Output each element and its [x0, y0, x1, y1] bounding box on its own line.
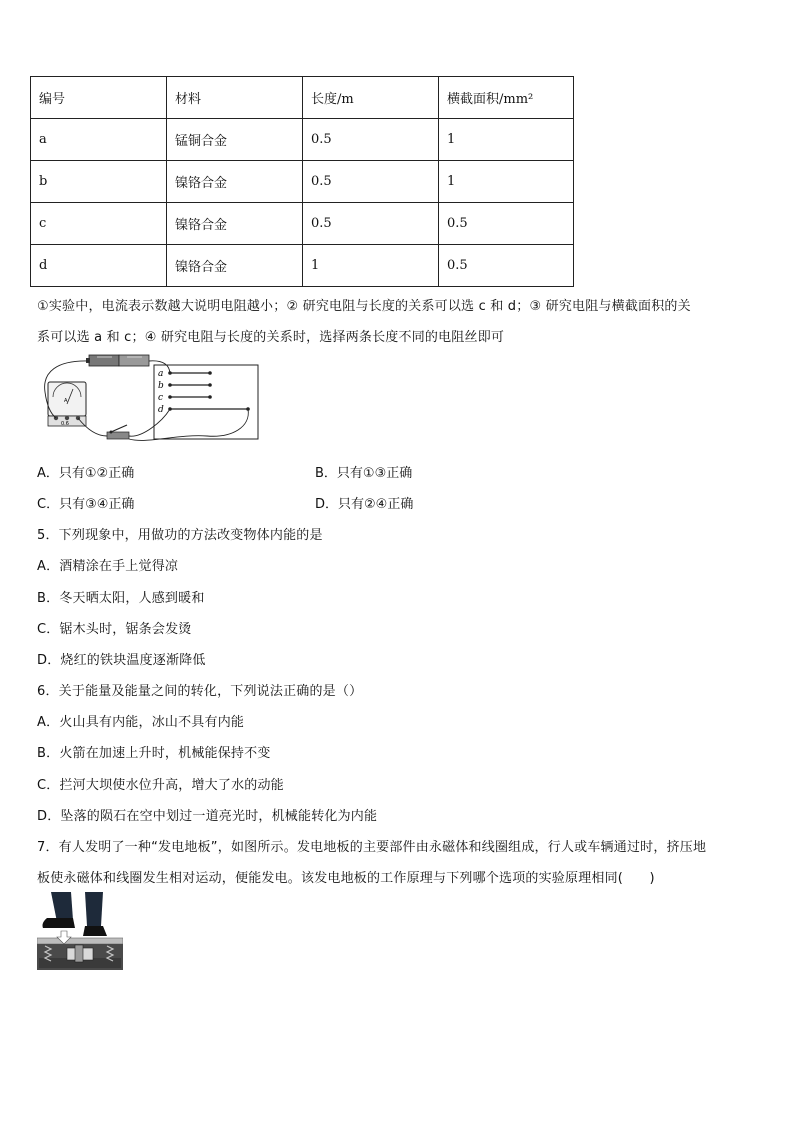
table-cell: c: [31, 203, 167, 245]
q5-option-a: A．酒精涂在手上觉得凉: [37, 559, 179, 574]
resistance-wires: [170, 373, 248, 409]
q4-option-b: B．只有①③正确: [315, 466, 413, 481]
q4-option-d: D．只有②④正确: [315, 497, 414, 512]
table-cell: 1: [439, 119, 574, 161]
circuit-diagram: [37, 352, 263, 444]
wire-board: [154, 365, 258, 439]
table-row: [31, 119, 574, 161]
table-cell: a: [31, 119, 167, 161]
q7-stem-line-2: 板使永磁体和线圈发生相对运动，便能发电。该发电地板的工作原理与下列哪个选项的实验原理相同( ): [37, 871, 655, 886]
wire-label-a: a: [158, 369, 164, 379]
table-header-cell: 编号: [31, 77, 167, 119]
table-header-cell: 材料: [167, 77, 303, 119]
table-cell: 镍铬合金: [167, 203, 303, 245]
table-header-cell: 长度/m: [303, 77, 439, 119]
resistance-wire-table: [30, 76, 574, 287]
switch: [107, 425, 129, 439]
table-cell: 镍铬合金: [167, 245, 303, 287]
table-cell: 1: [439, 161, 574, 203]
table-header-row: [31, 77, 574, 119]
meter-range-label: 0.6: [61, 421, 69, 427]
wire-label-c: c: [158, 393, 164, 403]
q7-stem-line-1: 7．有人发明了一种“发电地板”，如图所示。发电地板的主要部件由永磁体和线圈组成，行人或车辆通过时，挤压地: [37, 840, 707, 855]
q4-option-c: C．只有③④正确: [37, 497, 135, 512]
table-cell: 1: [303, 245, 439, 287]
q5-option-d: D．烧红的铁块温度逐渐降低: [37, 653, 206, 668]
table-cell: 0.5: [303, 119, 439, 161]
q4-option-a: A．只有①②正确: [37, 466, 135, 481]
q5-option-c: C．锯木头时，锯条会发烫: [37, 622, 192, 637]
table-cell: 0.5: [303, 203, 439, 245]
table-row: [31, 245, 574, 287]
table-row: [31, 161, 574, 203]
table-row: [31, 203, 574, 245]
q6-option-b: B．火箭在加速上升时，机械能保持不变: [37, 746, 271, 761]
q6-stem: 6．关于能量及能量之间的转化，下列说法正确的是（）: [37, 684, 363, 699]
wire-label-d: d: [158, 405, 164, 415]
table-header-cell: 横截面积/mm²: [439, 77, 574, 119]
wire-label-b: b: [158, 381, 164, 391]
statement-line-2: 系可以选 a 和 c；④ 研究电阻与长度的关系时，选择两条长度不同的电阻丝即可: [37, 330, 505, 345]
table-cell: 锰铜合金: [167, 119, 303, 161]
power-floor-figure: [37, 892, 123, 970]
battery-pack: [86, 355, 149, 366]
table-cell: d: [31, 245, 167, 287]
table-cell: b: [31, 161, 167, 203]
table-cell: 镍铬合金: [167, 161, 303, 203]
q5-stem: 5．下列现象中，用做功的方法改变物体内能的是: [37, 528, 323, 543]
table-cell: 0.5: [439, 203, 574, 245]
table-cell: 0.5: [439, 245, 574, 287]
q6-option-c: C．拦河大坝使水位升高，增大了水的动能: [37, 778, 284, 793]
statement-line-1: ①实验中，电流表示数越大说明电阻越小；② 研究电阻与长度的关系可以选 c 和 d；③ 研究电阻与横截面积的关: [37, 299, 691, 314]
svg-text:A: A: [64, 398, 68, 404]
q6-option-a: A．火山具有内能，冰山不具有内能: [37, 715, 245, 730]
q6-option-d: D．坠落的陨石在空中划过一道亮光时，机械能转化为内能: [37, 809, 378, 824]
table-cell: 0.5: [303, 161, 439, 203]
q5-option-b: B．冬天晒太阳，人感到暖和: [37, 591, 205, 606]
